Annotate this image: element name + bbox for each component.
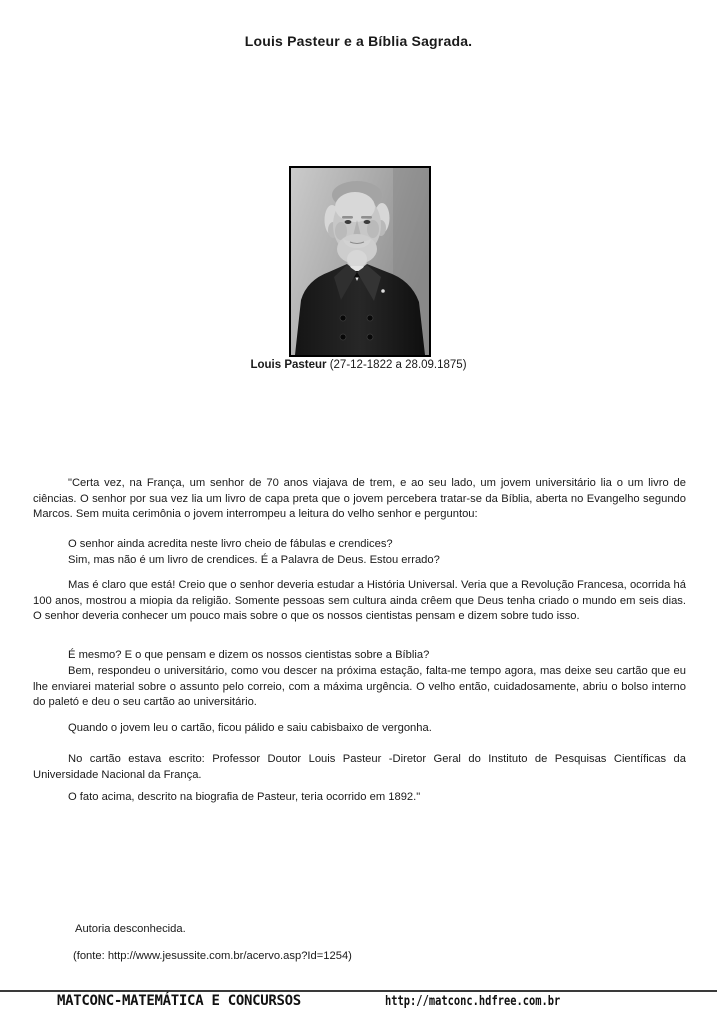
- story-dialogue-question: O senhor ainda acredita neste livro cheio de fábulas e crendices?: [68, 538, 393, 550]
- story-dialogue-answer: Sim, mas não é um livro de crendices. É a Palavra de Deus. Estou errado?: [68, 554, 440, 566]
- photo-caption: [0, 359, 717, 371]
- story-dialogue-question2: É mesmo? E o que pensam e dizem os nossos cientistas sobre a Bíblia?: [68, 649, 430, 661]
- source-note: (fonte: http://www.jesussite.com.br/acervo.asp?Id=1254): [73, 950, 352, 962]
- story-paragraph-student: Mas é claro que está! Creio que o senhor deveria estudar a História Universal. Veria que a Revolução Francesa, ocorrida há 100 anos, mostrou a miopia da religião. Somente pessoas sem cultura ainda crêem que Deus tenha criado o mundo em seis dias. O senhor deveria conhecer um pouco mais sobre o que os nossos cientistas pensam e dizem sobre tudo isso.: [33, 579, 686, 623]
- caption-dates: (27-12-1822 a 28.09.1875): [326, 359, 467, 371]
- louis-pasteur-photo: [289, 166, 431, 357]
- page-title: Louis Pasteur e a Bíblia Sagrada.: [244, 33, 473, 49]
- footer-divider: [0, 990, 717, 992]
- story-paragraph-closing: O fato acima, descrito na biografia de Pasteur, teria ocorrido em 1892.": [68, 791, 421, 803]
- story-paragraph-card: Bem, respondeu o universitário, como vou descer na próxima estação, falta-me tempo agora, mas deixe seu cartão que eu lhe enviarei material sobre o assunto pelo correio, com a máxima urgência. O velho então, cuidadosamente, abriu o bolso interno do paletó e deu o seu cartão ao universitário.: [33, 665, 686, 709]
- story-paragraph-written: No cartão estava escrito: Professor Doutor Louis Pasteur -Diretor Geral do Instituto de Pesquisas Científicas da Universidade Nacional da França.: [33, 753, 686, 781]
- louis-pasteur-portrait-illustration: [291, 168, 429, 355]
- story-paragraph-shame: Quando o jovem leu o cartão, ficou pálido e saiu cabisbaixo de vergonha.: [68, 722, 432, 734]
- footer-brand: MATCONC-MATEMÁTICA E CONCURSOS: [57, 993, 301, 1009]
- author-note: Autoria desconhecida.: [75, 923, 186, 935]
- footer-url: http://matconc.hdfree.com.br: [385, 994, 561, 1009]
- story-paragraph-intro: "Certa vez, na França, um senhor de 70 anos viajava de trem, e ao seu lado, um jovem universitário lia o um livro de ciências. O senhor por sua vez lia um livro de capa preta que o jovem percebera tratar-se da Bíblia, aberta no Evangelho segundo Marcos. Sem muita cerimônia o jovem interrompeu a leitura do velho senhor e perguntou:: [33, 477, 686, 521]
- caption-name: Louis Pasteur: [250, 359, 327, 371]
